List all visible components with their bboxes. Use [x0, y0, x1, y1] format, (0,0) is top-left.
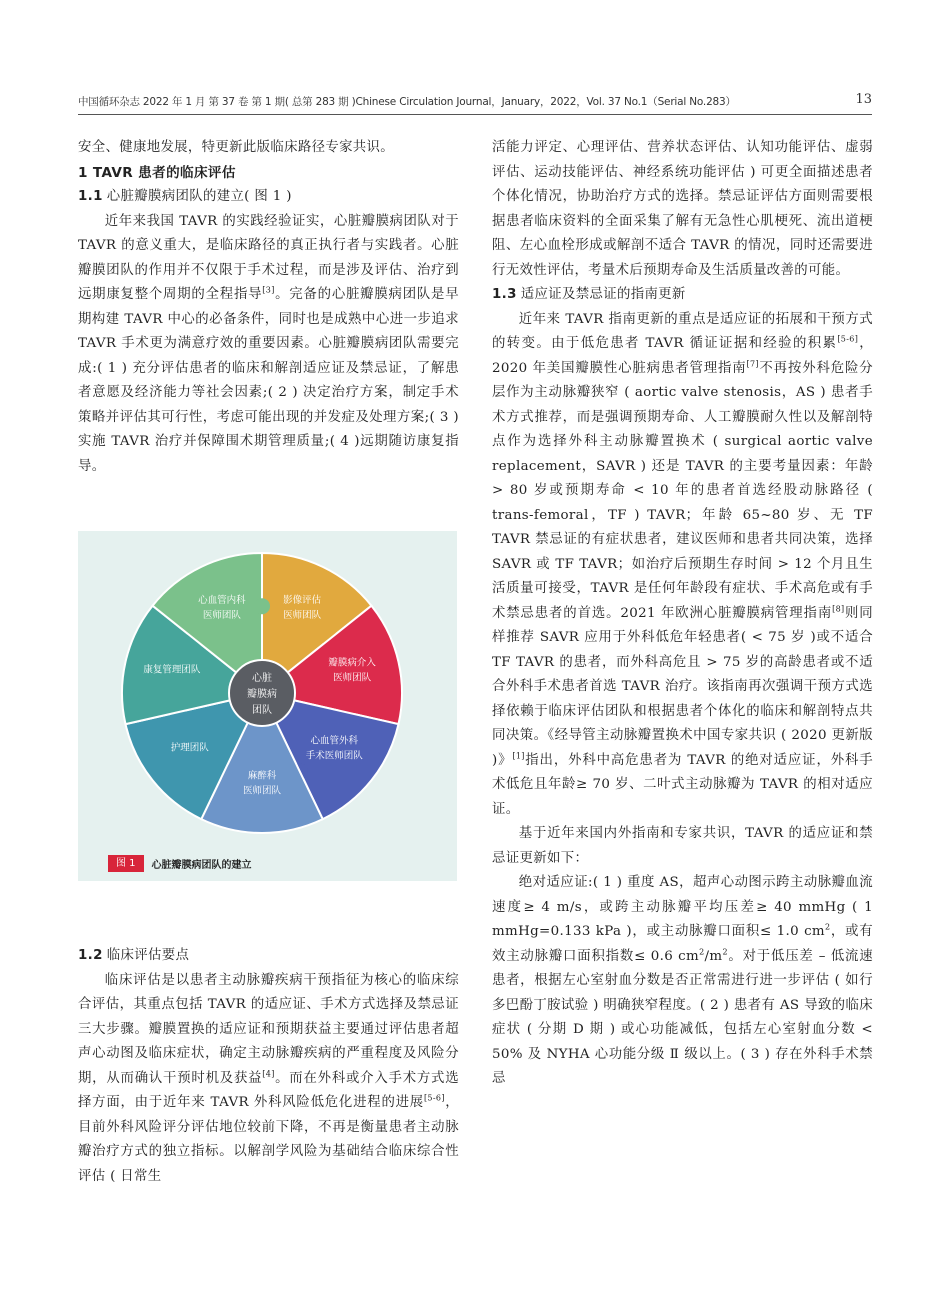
text-span: 。而在外科或介入手术方式选择方面，由于近年来 TAVR 外科风险低危化进程的进展	[78, 1070, 459, 1110]
left-column-lower	[78, 944, 459, 1189]
paragraph	[492, 871, 873, 1092]
citation-ref[interactable]: [5-6]	[423, 1093, 445, 1103]
paragraph: 活能力评定、心理评估、营养状态评估、认知功能评估、虚弱评估、运动技能评估、神经系统功能评估 ) 可更全面描述患者个体化情况，协助治疗方式的选择。禁忌证评估方面则需要根据患者临床资料的全面采集了解有无急性心肌梗死、流出道梗阻、左心血栓形成或解剖不适合 TAVR 的情况，同时还需要进行无效性评估，考量术后预期寿命及生活质量改善的可能。	[492, 140, 873, 278]
paragraph	[78, 210, 459, 480]
superscript: 2	[722, 947, 728, 957]
paragraph: 安全、健康地发展，特更新此版临床路径专家共识。	[78, 140, 395, 155]
center-label: 心脏瓣膜病团队	[247, 673, 277, 716]
puzzle-knob	[254, 598, 270, 614]
paragraph: 基于近年来国内外指南和专家共识，TAVR 的适应证和禁忌证更新如下：	[492, 826, 873, 866]
segment-label: 瓣膜病介入医师团队	[328, 657, 376, 684]
paragraph	[492, 308, 873, 823]
section-number: 1.3	[492, 287, 517, 302]
section-heading-1: 1 TAVR 患者的临床评估	[78, 164, 236, 181]
segment-label: 心血管外科手术医师团队	[305, 735, 363, 762]
text-span: 近年来 TAVR 指南更新的重点是适应证的拓展和干预方式的转变。由于低危患者 TAVR 循证证据和经验的积累	[492, 311, 873, 351]
text-span: /m	[704, 948, 723, 964]
text-span: 绝对适应证:( 1 ) 重度 AS，超声心动图示跨主动脉瓣血流速度≥ 4 m/s，或跨主动脉瓣平均压差≥ 40 mmHg ( 1 mmHg=0.133 kPa )，或主动脉瓣口面积≤ 1.0 cm	[492, 875, 873, 939]
figure-tag: 图 1	[108, 855, 144, 872]
segment-label: 麻醉科医师团队	[242, 770, 282, 797]
text-span: 则同样推荐 SAVR 应用于外科低危年轻患者( < 75 岁 )或不适合 TF TAVR 的患者，而外科高危且 > 75 岁的高龄患者或不适合外科手术患者首选 TAVR 治疗。该指南再次强调干预方式选择依赖于临床评估团队和根据患者个体化的临床和解剖特点共同决策。《经导管主动脉瓣置换术中国专家共识 ( 2020 更新版 )》	[492, 605, 874, 768]
section-title: 适应证及禁忌证的指南更新	[520, 287, 686, 302]
citation-ref[interactable]: [4]	[262, 1069, 275, 1079]
left-column	[78, 136, 459, 479]
subsection-heading-1-1	[78, 185, 459, 210]
text-span: 指出，外科中高危患者为 TAVR 的绝对适应证，外科手术低危且年龄≥ 70 岁、二叶式主动脉瓣为 TAVR 的相对适应证。	[492, 752, 873, 817]
citation-ref[interactable]: [5-6]	[837, 334, 859, 344]
text-span: ，目前外科风险评分评估地位较前下降，不再是衡量患者主动脉瓣治疗方式的独立指标。以解剖学风险为基础结合临床综合性评估 ( 日常生	[78, 1095, 459, 1184]
segment-label: 康复管理团队	[143, 664, 201, 676]
citation-ref[interactable]: [8]	[832, 604, 845, 614]
segment-label: 心血管内科医师团队	[198, 594, 246, 621]
journal-citation: 中国循环杂志 2022 年 1 月 第 37 卷 第 1 期( 总第 283 期 )Chinese Circulation Journal，January，2022，Vol. 37 No.1（Serial No.283）	[78, 96, 736, 108]
caption-text: 心脏瓣膜病团队的建立	[151, 860, 252, 871]
text-span: ，或有效主动脉瓣口面积指数≤ 0.6 cm	[492, 924, 873, 964]
subsection-heading-1-2	[78, 944, 459, 969]
paragraph	[78, 969, 459, 1190]
superscript: 2	[699, 947, 705, 957]
running-header	[78, 94, 872, 114]
text-span: 临床评估是以患者主动脉瓣疾病干预指征为核心的临床综合评估，其重点包括 TAVR 的适应证、手术方式选择及禁忌证三大步骤。瓣膜置换的适应证和预期获益主要通过评估患者超声心动图及临床症状，确定主动脉瓣疾病的严重程度及风险分期，从而确认干预时机及获益	[78, 972, 459, 1086]
superscript: 2	[824, 922, 831, 932]
section-number: 1.1	[78, 189, 103, 204]
team-puzzle-diagram	[78, 531, 457, 881]
section-title: 心脏瓣膜病团队的建立( 图 1 )	[106, 189, 292, 204]
text-span: 。完备的心脏瓣膜病团队是早期构建 TAVR 中心的必备条件，同时也是成熟中心进一步追求 TAVR 手术更为满意疗效的重要因素。心脏瓣膜病团队需要完成:( 1 ) 充分评估患者的临床和解剖适应证及禁忌证，了解患者意愿及经济能力等社会因素;( 2 ) 决定治疗方案，制定手术策略并评估其可行性，考虑可能出现的并发症及处理方案;( 3 ) 实施 TAVR 治疗并保障围术期管理质量;( 4 )远期随访康复指导。	[78, 287, 459, 474]
citation-ref[interactable]: [1]	[512, 751, 525, 761]
segment-label: 护理团队	[170, 742, 209, 754]
figure-caption	[108, 855, 252, 872]
segment-label: 影像评估医师团队	[283, 594, 322, 621]
text-span: 不再按外科危险分层作为主动脉瓣狭窄 ( aortic valve stenosis，AS ) 患者手术方式推荐，而是强调预期寿命、人工瓣膜耐久性以及解剖特点作为选择外科主动脉瓣置换术 ( surgical aortic valve replacement，SAVR ) 还是 TAVR 的主要考量因素：年龄 > 80 岁或预期寿命 < 10 年的患者首选经股动脉路径 ( trans-femoral，TF ) TAVR；年龄 65~80 岁、无 TF TAVR 禁忌证的有症状患者，建议医师和患者共同决策，选择 SAVR 或 TF TAVR；如治疗后预期生存时间 > 12 个月且生活质量可接受，TAVR 是任何年龄段有症状、手术高危或有手术禁忌患者的首选。2021 年欧洲心脏瓣膜病管理指南	[492, 360, 873, 621]
citation-ref[interactable]: [3]	[262, 285, 275, 295]
right-column	[492, 136, 873, 1092]
header-rule	[78, 114, 872, 115]
text-span: 。对于低压差 – 低流速患者，根据左心室射血分数是否正常需进行进一步评估 ( 如行多巴酚丁胺试验 ) 明确狭窄程度。( 2 ) 患者有 AS 导致的临床症状 ( 分期 D 期 ) 或心功能减低，包括左心室射血分数 < 50% 及 NYHA 心功能分级 Ⅱ 级以上。( 3 ) 存在外科手术禁忌	[492, 948, 873, 1086]
section-number: 1.2	[78, 948, 103, 963]
section-title: 临床评估要点	[106, 948, 190, 963]
subsection-heading-1-3	[492, 283, 873, 308]
page-number: 13	[855, 92, 872, 107]
figure-1	[78, 531, 457, 881]
text-span: ，2020 年美国瓣膜性心脏病患者管理指南	[492, 336, 873, 376]
citation-ref[interactable]: [7]	[746, 359, 759, 369]
text-span: 近年来我国 TAVR 的实践经验证实，心脏瓣膜病团队对于 TAVR 的意义重大，是临床路径的真正执行者与实践者。心脏瓣膜团队的作用并不仅限于手术过程，而是涉及评估、治疗到远期康复整个周期的全程指导	[78, 213, 459, 302]
